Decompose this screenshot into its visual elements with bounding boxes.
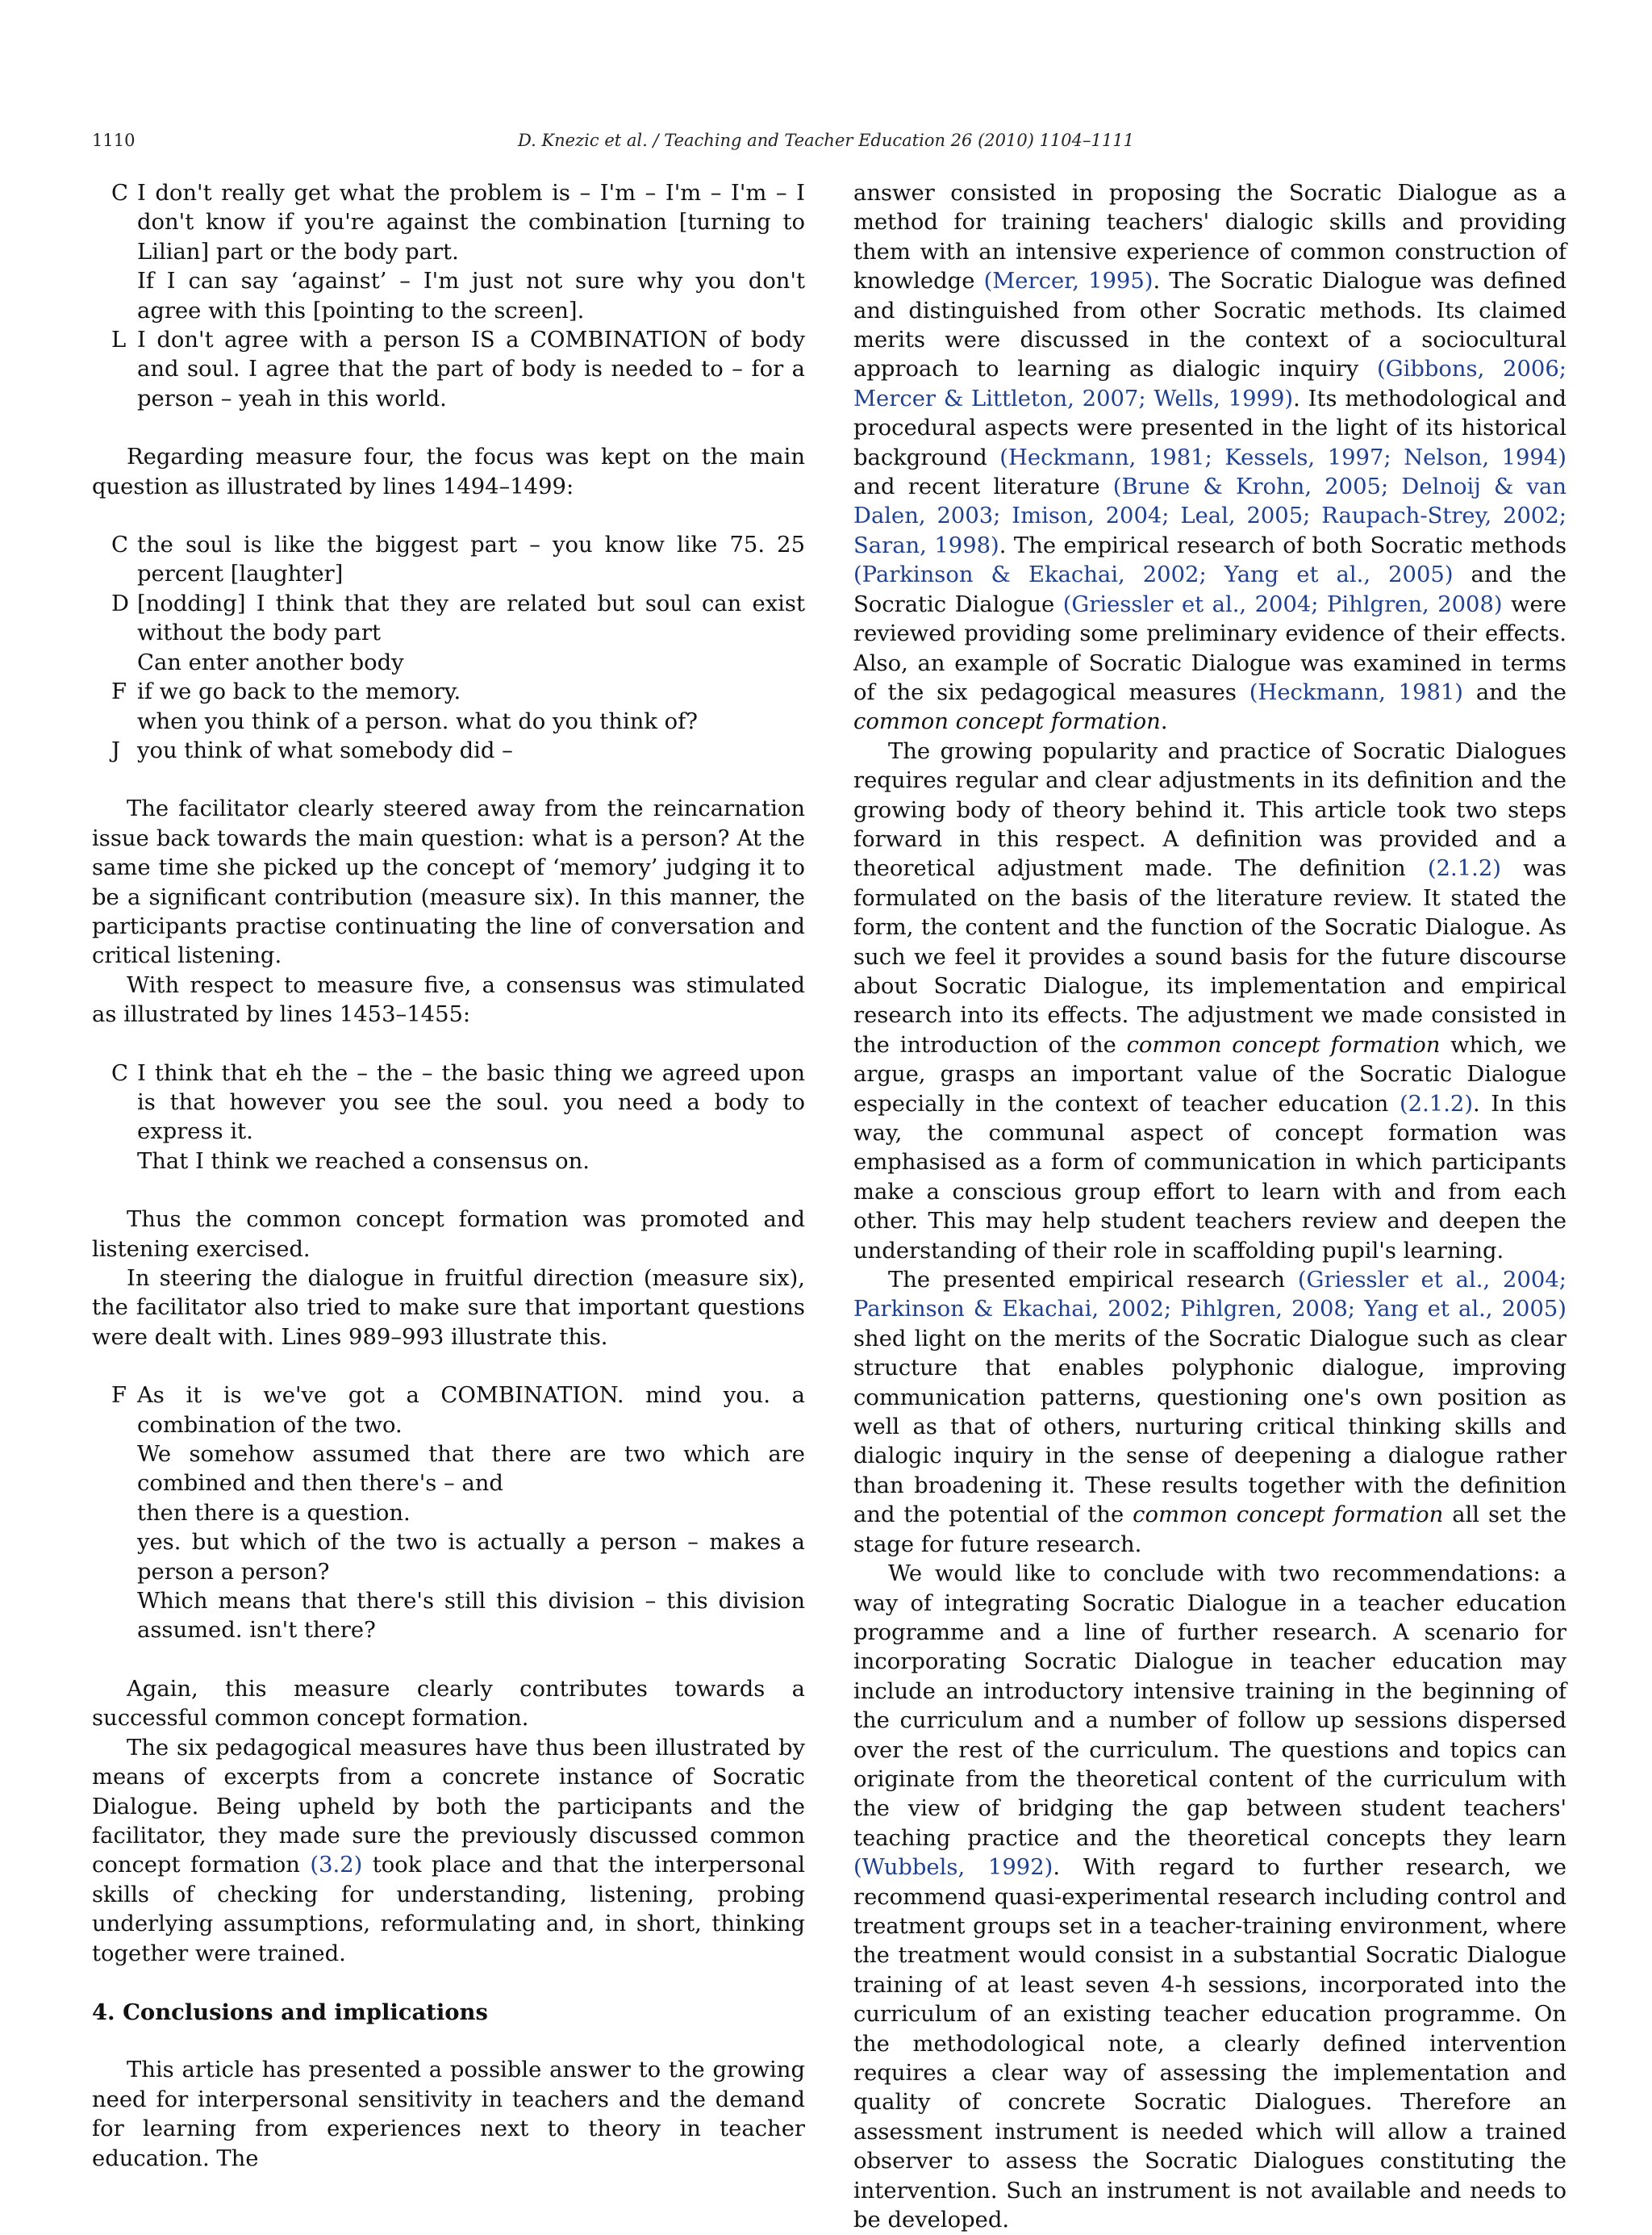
citation-link[interactable]: (Heckmann, 1981)	[1249, 679, 1463, 705]
dialogue-line: if we go back to the memory.	[137, 679, 461, 705]
text-run: and recent literature	[853, 474, 1113, 500]
dialogue-turn	[92, 678, 805, 737]
dialogue-turn	[92, 531, 805, 590]
speaker-label: D	[111, 591, 129, 616]
paragraph: Thus the common concept formation was promoted and listening exercised.	[92, 1207, 805, 1262]
dialogue-line: As it is we've got a COMBINATION. mind you. a combination of the two.	[137, 1383, 805, 1438]
paragraph	[853, 737, 1566, 1266]
page-number: 1110	[92, 131, 136, 150]
speaker-label: C	[111, 533, 128, 558]
section-heading: 4. Conclusions and implications	[92, 1999, 488, 2025]
dialogue-line: the soul is like the biggest part – you know like 75. 25 percent [laughter]	[137, 533, 805, 587]
dialogue-line: I think that eh the – the – the basic thing we agreed upon is that however you see the soul. you need a body to express it.	[137, 1060, 805, 1145]
citation-link[interactable]: (Griessler et al., 2004; Parkinson & Ekachai, 2002; Pihlgren, 2008; Yang et al., 2005)	[853, 1268, 1566, 1322]
dialogue-turn	[92, 1059, 805, 1177]
citation-link[interactable]: (Mercer, 1995)	[983, 269, 1153, 295]
speaker-label: F	[111, 1383, 127, 1409]
dialogue-turn	[92, 1381, 805, 1646]
text-run: . With regard to further research, we recommend quasi-experimental research including control and treatment groups set in a teacher-training environment, where the treatment would consist in a substantial Socratic Dialogue training of at least seven 4-h sessions, incorporated into the curriculum of an existing teacher education programme. On the methodological note, a clearly defined intervention requires a clear way of assessing the implementation and quality of concrete Socratic Dialogues. Therefore an assessment instrument is needed which will allow a trained observer to assess the Socratic Dialogues constituting the intervention. Such an instrument is not available and needs to be developed.	[853, 1855, 1566, 2233]
text-run: The growing popularity and practice of Socratic Dialogues requires regular and clear adjustments in its definition and the growing body of theory behind it. This article took two steps forward in this respect. A definition was provided and a theoretical adjustment made. The definition	[853, 738, 1566, 882]
dialogue-turn	[92, 326, 805, 414]
paragraph	[853, 179, 1566, 737]
text-run: and the	[1463, 679, 1566, 705]
text-run: was formulated on the basis of the literature review. It stated the form, the content and the function of the Socratic Dialogue. As such we feel it provides a sound basis for the future discourse about Socratic Dialogue, its implementation and empirical research into its effects. The adjustment we made consisted in the introduction of the	[853, 856, 1566, 1058]
text-run: all set the stage for future research.	[853, 1502, 1566, 1557]
page-header	[0, 131, 1652, 163]
dialogue-line: Which means that there's still this division – this division assumed. isn't there?	[137, 1589, 805, 1644]
dialogue-line: That I think we reached a consensus on.	[137, 1148, 590, 1174]
emphasis: common concept formation	[1126, 1032, 1441, 1058]
speaker-label: L	[111, 328, 127, 353]
speaker-label: C	[111, 1060, 128, 1086]
paragraph	[853, 1560, 1566, 2235]
dialogue-line: I don't really get what the problem is – I'm – I'm – I'm – I don't know if you're against the combination [turning to Lilian] part or the body part.	[137, 181, 805, 265]
emphasis: common concept formation	[853, 709, 1161, 735]
citation-link[interactable]: (Parkinson & Ekachai, 2002; Yang et al., 2005)	[853, 562, 1454, 588]
paragraph: Again, this measure clearly contributes towards a successful common concept formation.	[92, 1676, 805, 1732]
paragraph: In steering the dialogue in fruitful direction (measure six), the facilitator also tried to make sure that important questions were dealt with. Lines 989–993 illustrate this.	[92, 1266, 805, 1350]
text-run: . The Socratic Dialogue was defined and distinguished from other Socratic methods. Its claimed merits were discussed in the context of a sociocultural approach to learning as dialogic inquiry	[853, 269, 1566, 382]
dialogue-line: Can enter another body	[137, 650, 404, 675]
paragraph: The facilitator clearly steered away from the reincarnation issue back towards the main question: what is a person? At the same time she picked up the concept of ‘memory’ judging it to be a significant contribution (measure six). In this manner, the participants practise continuating the line of conversation and critical listening.	[92, 796, 805, 969]
dialogue-line: yes. but which of the two is actually a person – makes a person a person?	[137, 1530, 805, 1585]
text-run: and the Socratic Dialogue	[853, 562, 1566, 617]
dialogue-turn	[92, 737, 805, 766]
dialogue-turn	[92, 179, 805, 326]
dialogue-line: We somehow assumed that there are two which are combined and then there's – and	[137, 1442, 805, 1497]
paragraph	[853, 1266, 1566, 1560]
speaker-label: J	[111, 737, 120, 763]
text-run: The presented empirical research	[888, 1268, 1298, 1293]
paragraph: With respect to measure five, a consensus was stimulated as illustrated by lines 1453–1455:	[92, 972, 805, 1028]
paragraph: The six pedagogical measures have thus been illustrated by means of excerpts from a concrete instance of Socratic Dialogue. Being upheld by both the participants and the facilitator, they made sure the previously discussed common concept formation (3.2) took place and that the interpersonal skills of checking for understanding, listening, probing underlying assumptions, reformulating and, in short, thinking together were trained.	[92, 1735, 805, 1966]
citation-link[interactable]: (2.1.2)	[1399, 1091, 1474, 1117]
citation-link[interactable]: (Gibbons, 2006; Mercer & Littleton, 2007; Wells, 1999)	[853, 357, 1566, 411]
emphasis: common concept formation	[1133, 1502, 1444, 1528]
running-title: D. Knezic et al. / Teaching and Teacher Education 26 (2010) 1104–1111	[518, 131, 1134, 150]
right-column	[853, 179, 1566, 2235]
dialogue-line: I don't agree with a person IS a COMBINATION of body and soul. I agree that the part of body is needed to – for a person – yeah in this world.	[137, 328, 805, 411]
speaker-label: C	[111, 181, 128, 206]
citation-link[interactable]: (2.1.2)	[1427, 856, 1501, 882]
citation-link[interactable]: (Heckmann, 1981; Kessels, 1997; Nelson, 1994)	[999, 445, 1566, 470]
dialogue-line: you think of what somebody did –	[137, 737, 513, 763]
citation-link[interactable]: (3.2)	[310, 1853, 363, 1878]
dialogue-line: [nodding] I think that they are related but soul can exist without the body part	[137, 591, 805, 646]
text-run: which, we argue, grasps an important value of the Socratic Dialogue especially in the context of teacher education	[853, 1032, 1566, 1117]
text-run: We would like to conclude with two recommendations: a way of integrating Socratic Dialogue in a teacher education programme and a line of further research. A scenario for incorporating Socratic Dialogue in teacher education may include an introductory intensive training in the beginning of the curriculum and a number of follow up sessions dispersed over the rest of the curriculum. The questions and topics can originate from the theoretical content of the curriculum with the view of bridging the gap between student teachers' teaching practice and the theoretical concepts they learn	[853, 1561, 1566, 1851]
text-run: .	[1160, 709, 1168, 735]
text-run: were reviewed providing some preliminary evidence of their effects. Also, an example of Socratic Dialogue was examined in terms of the six pedagogical measures	[853, 591, 1566, 705]
text-run: answer consisted in proposing the Socratic Dialogue as a method for training teachers' dialogic skills and providing them with an intensive experience of common construction of knowledge	[853, 181, 1566, 295]
speaker-label: F	[111, 679, 127, 705]
paragraph: Regarding measure four, the focus was kept on the main question as illustrated by lines 1494–1499:	[92, 445, 805, 499]
dialogue-line: when you think of a person. what do you think of?	[137, 708, 698, 734]
text-run: . The empirical research of both Socratic methods	[999, 533, 1566, 558]
excerpt-4	[92, 1381, 805, 1646]
excerpt-3	[92, 1059, 805, 1177]
dialogue-line: then there is a question.	[137, 1500, 411, 1526]
citation-link[interactable]: (Wubbels, 1992)	[853, 1855, 1053, 1881]
citation-link[interactable]: (Brune & Krohn, 2005; Delnoij & van Dalen, 2003; Imison, 2004; Leal, 2005; Raupach-Strey, 2002; Saran, 1998)	[853, 474, 1566, 558]
text-run: . Its methodological and procedural aspects were presented in the light of its historical background	[853, 386, 1566, 470]
excerpt-1	[92, 179, 805, 414]
text-run: shed light on the merits of the Socratic Dialogue such as clear structure that enables polyphonic dialogue, improving communication patterns, questioning one's own position as well as that of others, nurturing critical thinking skills and dialogic inquiry in the sense of deepening a dialogue rather than broadening it. These results together with the definition and the potential of the	[853, 1326, 1566, 1528]
dialogue-turn	[92, 590, 805, 678]
left-column	[92, 179, 805, 2174]
excerpt-2	[92, 531, 805, 766]
paragraph: This article has presented a possible answer to the growing need for interpersonal sensitivity in teachers and the demand for learning from experiences next to theory in teacher education. The	[92, 2057, 805, 2171]
citation-link[interactable]: (Griessler et al., 2004; Pihlgren, 2008)	[1062, 591, 1503, 617]
text-run: . In this way, the communal aspect of concept formation was emphasised as a form of communication in which participants make a conscious group effort to learn with and from each other. This may help student teachers review and deepen the understanding of their role in scaffolding pupil's learning.	[853, 1091, 1567, 1264]
dialogue-line: If I can say ‘against’ – I'm just not sure why you don't agree with this [pointing to the screen].	[137, 269, 805, 324]
